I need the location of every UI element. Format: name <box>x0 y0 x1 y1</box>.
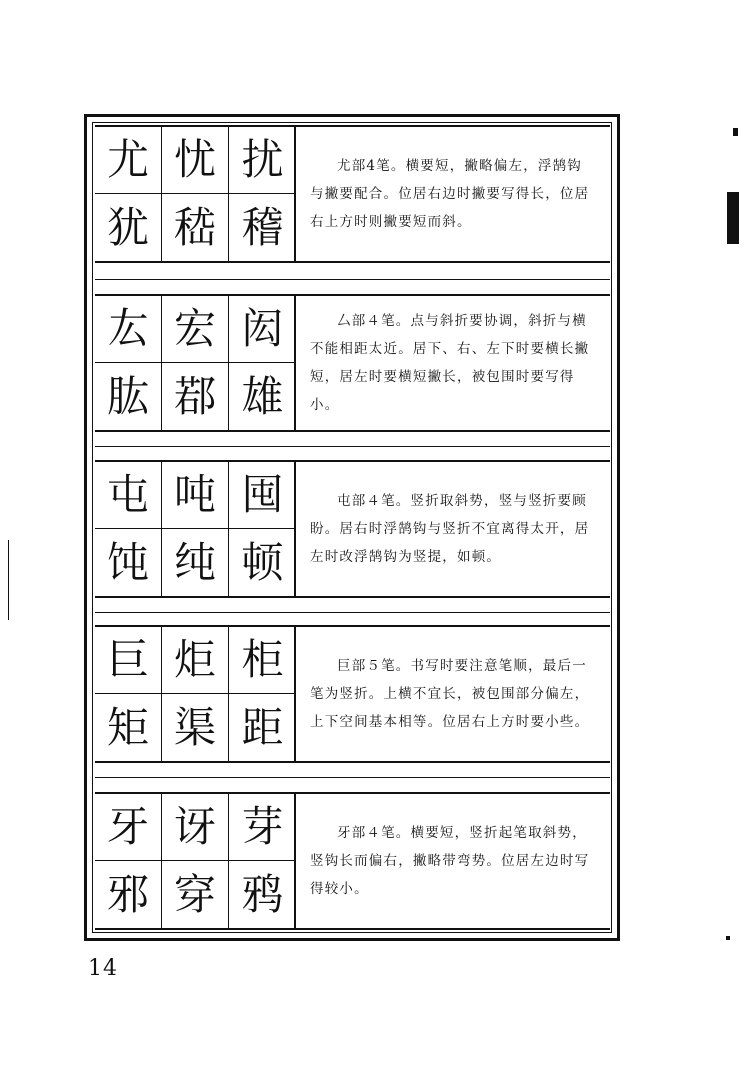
divider-line <box>95 612 610 613</box>
radical-section-4 <box>95 625 610 763</box>
character-grid-5 <box>95 794 296 928</box>
character-cell: 牙 <box>95 794 162 861</box>
divider-line <box>95 446 610 447</box>
character-cell: 嵇 <box>162 194 229 261</box>
character-cell: 稽 <box>241 202 284 252</box>
radical-note-2: 厶部４笔。点与斜折要协调，斜折与横不能相距太近。居下、右、左下时要横长撇短，居左时要横短撇长，被包围时要写得小。 <box>310 313 590 413</box>
character-grid-3 <box>95 462 296 596</box>
character-cell: 距 <box>241 702 284 752</box>
character-cell: 吨 <box>162 462 229 529</box>
character-cell: 屯 <box>95 462 162 529</box>
radical-section-2 <box>95 294 610 432</box>
character-cell: 扰 <box>229 127 296 194</box>
character-cell: 巨 <box>95 627 162 694</box>
character-cell: 肱 <box>95 363 162 430</box>
character-grid-4 <box>95 627 296 761</box>
character-cell: 鸦 <box>241 869 284 919</box>
radical-section-5 <box>95 792 610 930</box>
character-cell: 纯 <box>162 529 229 596</box>
character-cell: 柜 <box>229 627 296 694</box>
character-cell: 邪 <box>95 861 162 928</box>
character-cell: 囤 <box>229 462 296 529</box>
character-cell: 炬 <box>162 627 229 694</box>
character-cell: 顿 <box>241 537 284 587</box>
character-cell: 忧 <box>162 127 229 194</box>
character-cell: 渠 <box>162 694 229 761</box>
radical-note-1: 尤部4笔。横要短，撇略偏左，浮鹄钩与撇要配合。位居右边时撇要写得长，位居右上方时则撇要短而斜。 <box>310 158 590 230</box>
character-cell: 讶 <box>162 794 229 861</box>
scan-artifact <box>733 128 738 136</box>
character-cell: 犹 <box>95 194 162 261</box>
character-grid-2 <box>95 296 296 430</box>
radical-note-4: 巨部５笔。书写时要注意笔顺，最后一笔为竖折。上横不宜长，被包围部分偏左，上下空间基本相等。位居右上方时要小些。 <box>310 658 590 730</box>
character-grid-1 <box>95 127 296 261</box>
page-number: 14 <box>88 956 118 981</box>
character-cell: 雄 <box>241 371 284 421</box>
character-cell: 尤 <box>95 127 162 194</box>
character-cell: 宏 <box>162 296 229 363</box>
radical-note-3: 屯部４笔。竖折取斜势，竖与竖折要顾盼。居右时浮鹄钩与竖折不宜离得太开，居左时改浮鹄钩为竖提，如顿。 <box>310 493 590 565</box>
character-cell: 穿 <box>162 861 229 928</box>
character-cell: 闳 <box>229 296 296 363</box>
character-cell: 饨 <box>95 529 162 596</box>
divider-line <box>95 279 610 280</box>
character-cell: 鄀 <box>162 363 229 430</box>
character-cell: 矩 <box>95 694 162 761</box>
character-cell: 芽 <box>229 794 296 861</box>
radical-section-3 <box>95 460 610 598</box>
scan-artifact <box>8 540 9 620</box>
scan-artifact <box>727 192 739 244</box>
divider-line <box>95 777 610 778</box>
character-cell: 厷 <box>95 296 162 363</box>
radical-note-5: 牙部４笔。横要短，竖折起笔取斜势，竖钩长而偏右，撇略带弯势。位居左边时写得较小。 <box>310 825 590 897</box>
radical-section-1 <box>95 125 610 263</box>
scan-artifact <box>726 936 730 940</box>
